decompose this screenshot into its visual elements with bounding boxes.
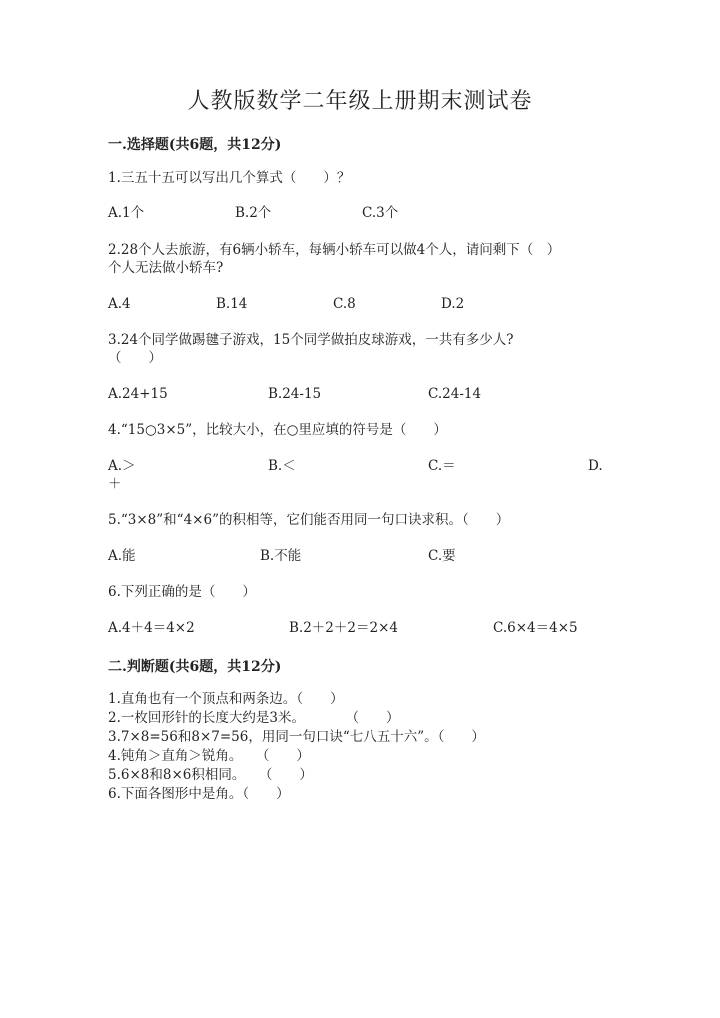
q1-option-b: B.2个 bbox=[235, 205, 272, 221]
q1-option-a: A.1个 bbox=[108, 205, 145, 221]
q3-option-b: B.24-15 bbox=[268, 386, 322, 402]
q4-option-b: B.＜ bbox=[268, 458, 296, 474]
q4-option-d-symbol: ＋ bbox=[108, 476, 122, 492]
q2-option-c: C.8 bbox=[333, 296, 356, 312]
judgement-item-6: 6.下面各图形中是角。（ ） bbox=[108, 786, 290, 802]
question-5: 5.“3×8”和“4×6”的积相等，它们能否用同一句口诀求积。（ ） bbox=[108, 512, 510, 528]
q6-option-c: C.6×4＝4×5 bbox=[493, 620, 578, 636]
q6-option-a: A.4＋4＝4×2 bbox=[108, 620, 195, 636]
q1-option-c: C.3个 bbox=[362, 205, 399, 221]
q3-option-c: C.24-14 bbox=[428, 386, 482, 402]
section-heading-judgement: 二.判断题(共6题，共12分) bbox=[108, 659, 282, 675]
q4-option-a: A.＞ bbox=[108, 458, 136, 474]
q5-option-b: B.不能 bbox=[260, 548, 302, 564]
question-6: 6.下列正确的是（ ） bbox=[108, 584, 256, 600]
question-1: 1.三五十五可以写出几个算式（ ）？ bbox=[108, 170, 351, 186]
judgement-item-2: 2.一枚回形针的长度大约是3米。 （ ） bbox=[108, 710, 400, 726]
judgement-item-5: 5.6×8和8×6积相同。 （ ） bbox=[108, 767, 313, 783]
q2-option-d: D.2 bbox=[441, 296, 465, 312]
q3-option-a: A.24+15 bbox=[108, 386, 168, 402]
q4-option-d: D. bbox=[588, 458, 603, 474]
q4-option-c: C.＝ bbox=[428, 458, 456, 474]
q5-option-a: A.能 bbox=[108, 548, 136, 564]
judgement-item-1: 1.直角也有一个顶点和两条边。（ ） bbox=[108, 691, 344, 707]
question-2-line-2: 个人无法做小轿车? bbox=[108, 260, 224, 276]
question-3-line-1: 3.24个同学做踢毽子游戏，15个同学做拍皮球游戏，一共有多少人? bbox=[108, 332, 514, 348]
question-2-line-1: 2.28个人去旅游，有6辆小轿车，每辆小轿车可以做4个人，请问剩下（ ） bbox=[108, 242, 561, 258]
question-3-line-2: （ ） bbox=[108, 350, 162, 366]
q2-option-b: B.14 bbox=[216, 296, 248, 312]
q5-option-c: C.要 bbox=[428, 548, 456, 564]
q6-option-b: B.2＋2＋2＝2×4 bbox=[289, 620, 398, 636]
q2-option-a: A.4 bbox=[108, 296, 131, 312]
section-heading-choice: 一.选择题(共6题，共12分) bbox=[108, 137, 282, 153]
judgement-item-4: 4.钝角＞直角＞锐角。 （ ） bbox=[108, 748, 310, 764]
question-4: 4.“15○3×5”，比较大小，在○里应填的符号是（ ） bbox=[108, 422, 447, 438]
judgement-item-3: 3.7×8=56和8×7=56，用同一句口诀“七八五十六”。（ ） bbox=[108, 729, 485, 745]
page-title: 人教版数学二年级上册期末测试卷 bbox=[187, 89, 533, 114]
